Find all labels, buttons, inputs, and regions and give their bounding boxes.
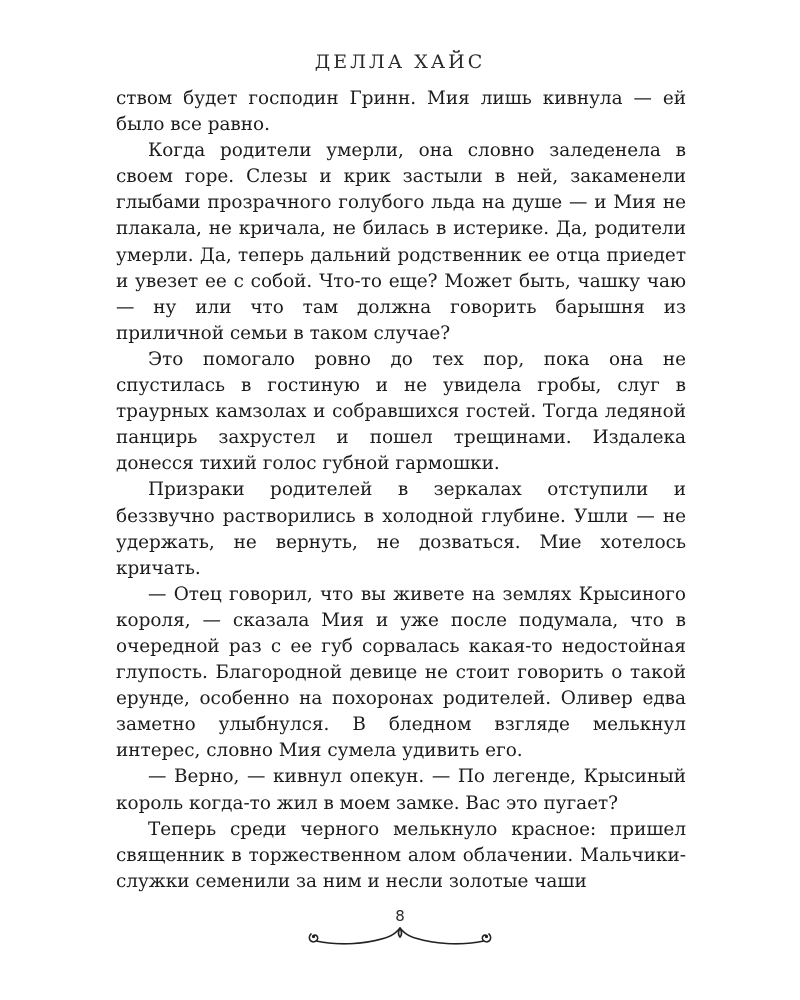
paragraph-4: Призраки родителей в зеркалах отступили и беззвучно растворились в холодной глубине. Ушли — не удержать, не вернуть, не дозваться. Мие хотелось кричать.	[116, 479, 686, 579]
paragraph-2: Когда родители умерли, она словно заледенела в своем горе. Слезы и крик застыли в ней, закаменели глыбами прозрачного голубого льда на душе — и Мия не плакала, не кричала, не билась в истерике. Да, родители умерли. Да, теперь дальний родственник ее отца приедет и увезет ее с собой. Что-то еще? Может быть, чашку чаю — ну или что там должна говорить барышня из приличной семьи в таком случае?	[116, 140, 686, 344]
paragraph-7: Теперь среди черного мелькнуло красное: пришел священник в торжественном алом облачении. Мальчики-служки семенили за ним и несли золотые чаши	[116, 818, 686, 892]
paragraph-3: Это помогало ровно до тех пор, пока она не спустилась в гостиную и не увидела гробы, слуг в траурных камзолах и собравшихся гостей. Тогда ледяной панцирь захрустел и пошел трещинами. Издалека донесся тихий голос губной гармошки.	[116, 348, 686, 475]
paragraph-5: — Отец говорил, что вы живете на землях Крысиного короля, — сказала Мия и уже после подумала, что в очередной раз с ее губ сорвалась какая-то недостойная глупость. Благородной девице не стоит говорить о такой ерунде, особенно на похоронах родителей. Оливер едва заметно улыбнулся. В бледном взгляде мелькнул интерес, словно Мия сумела удивить его.	[116, 583, 686, 762]
flourish-ornament-icon	[305, 924, 495, 950]
paragraph-6: — Верно, — кивнул опекун. — По легенде, Крысиный король когда-то жил в моем замке. Вас это пугает?	[116, 766, 686, 814]
paragraph-1: ством будет господин Гринн. Мия лишь кивнула — ей было все равно.	[116, 88, 686, 136]
page-number: 8	[395, 907, 405, 925]
body-text	[116, 86, 686, 895]
running-head-title: ДЕЛЛА ХАЙС	[314, 51, 486, 73]
